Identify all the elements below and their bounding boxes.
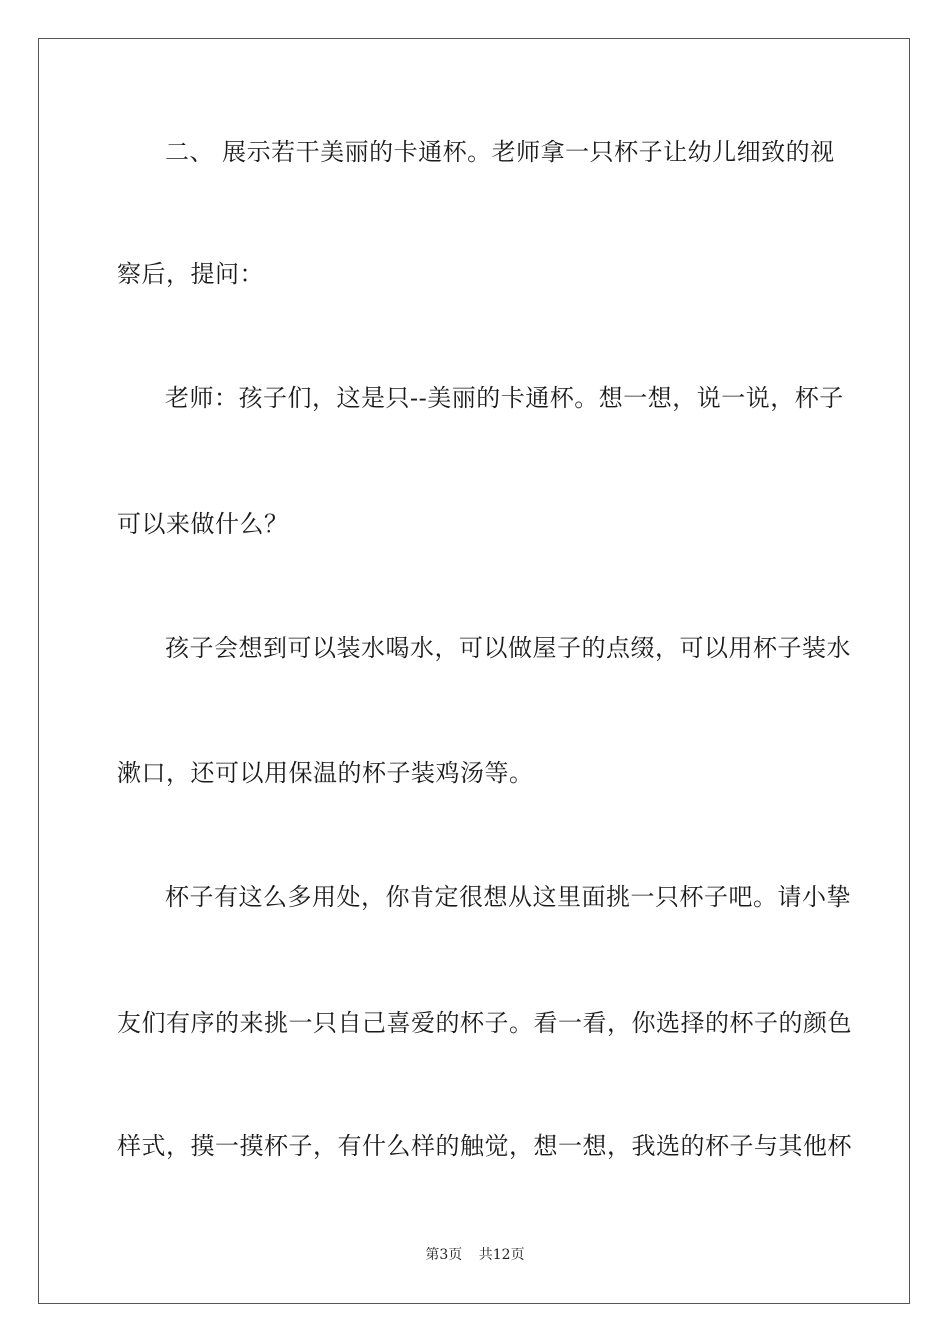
paragraph-line: 老师：孩子们，这是只--美丽的卡通杯。想一想，说一说，杯子 (165, 384, 844, 412)
page-footer (0, 1244, 950, 1264)
page-border (38, 38, 910, 1304)
page-number-total: 共12页 (478, 1247, 525, 1263)
paragraph-line: 杯子有这么多用处，你肯定很想从这里面挑一只杯子吧。请小挚 (165, 883, 851, 911)
paragraph-line: 二、 展示若干美丽的卡通杯。老师拿一只杯子让幼儿细致的视 (165, 138, 835, 166)
paragraph-line: 察后，提问： (117, 260, 264, 288)
paragraph-line: 漱口，还可以用保温的杯子装鸡汤等。 (117, 759, 534, 787)
paragraph-line: 孩子会想到可以装水喝水，可以做屋子的点缀，可以用杯子装水 (165, 634, 851, 662)
paragraph-line: 友们有序的来挑一只自己喜爱的杯子。看一看，你选择的杯子的颜色 (117, 1009, 852, 1037)
paragraph-line: 样式，摸一摸杯子，有什么样的触觉，想一想，我选的杯子与其他杯 (117, 1132, 852, 1160)
paragraph-line: 可以来做什么？ (117, 510, 289, 538)
page-number-current: 第3页 (425, 1247, 463, 1263)
